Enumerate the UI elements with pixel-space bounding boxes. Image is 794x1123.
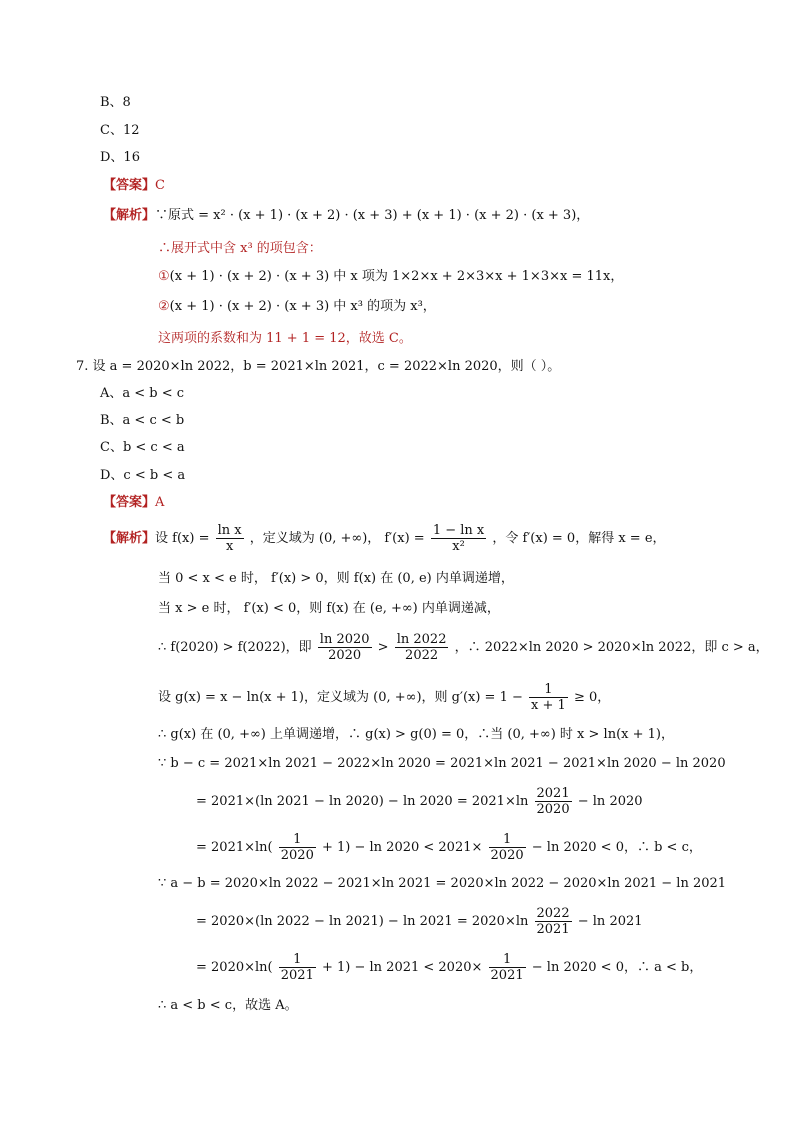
text: − ln 2020 [577, 794, 643, 809]
text: ，令 f′(x) = 0，解得 x = e， [492, 531, 666, 546]
text: − ln 2021 [577, 914, 643, 929]
numerator: 2022 [536, 906, 570, 921]
q7-option-d: D、c < b < a [100, 468, 186, 483]
text: + 1) − ln 2021 < 2020× [321, 960, 483, 975]
numerator: 1 − ln x [432, 523, 485, 538]
numerator: ln 2022 [396, 632, 447, 647]
denominator: 2020 [280, 848, 314, 863]
text: − ln 2020 < 0，∴ b < c， [531, 840, 702, 855]
answer-row [103, 177, 165, 195]
fraction [279, 952, 316, 983]
analysis-tag: 【解析】 [103, 208, 156, 223]
text: = 2020×(ln 2022 − ln 2021) − ln 2021 = 2020×ln [196, 914, 529, 929]
text: ，定义域为 (0, +∞)， f′(x) = [249, 531, 425, 546]
analysis-line-4 [158, 298, 436, 316]
denominator: 2021 [280, 968, 314, 983]
denominator: 2021 [536, 922, 570, 937]
numerator: 2021 [536, 786, 570, 801]
text: = 2021×(ln 2021 − ln 2020) − ln 2020 = 2021×ln [196, 794, 529, 809]
text: 设 f(x) = [155, 531, 210, 546]
q7-analysis-line-10: ∵ a − b = 2020×ln 2022 − 2021×ln 2021 = 2020×ln 2022 − 2020×ln 2021 − ln 2021 [158, 876, 727, 891]
numerator: 1 [279, 832, 316, 848]
analysis-line-5: 这两项的系数和为 11 + 1 = 12，故选 C。 [158, 331, 412, 346]
text: + 1) − ln 2020 < 2021× [321, 840, 483, 855]
q7-analysis-line-1 [103, 523, 666, 554]
fraction [489, 952, 526, 983]
text: = 2021×ln( [196, 840, 273, 855]
text: 设 g(x) = x − ln(x + 1)，定义域为 (0, +∞)，则 g′(x) = 1 − [158, 690, 523, 705]
denominator: 2020 [490, 848, 524, 863]
answer-tag: 【答案】 [103, 495, 156, 510]
analysis-text: (x + 1) · (x + 2) · (x + 3) 中 x³ 的项为 x³， [169, 299, 436, 314]
analysis-text: ∵原式 = x² · (x + 1) · (x + 2) · (x + 3) + (x + 1) · (x + 2) · (x + 3)， [155, 208, 590, 223]
q7-option-a: A、a < b < c [100, 386, 185, 401]
question-7-stem: 7. 设 a = 2020×ln 2022，b = 2021×ln 2021，c = 2022×ln 2020，则（ ）。 [76, 359, 561, 374]
numerator: ln x [217, 523, 242, 538]
numerator: 1 [489, 952, 526, 968]
text: ∴ f(2020) > f(2022)，即 [158, 640, 312, 655]
fraction [535, 786, 572, 817]
numerator: ln 2020 [319, 632, 370, 647]
fraction [489, 832, 526, 863]
fraction [395, 632, 449, 663]
q7-analysis-line-6: ∴ g(x) 在 (0, +∞) 上单调递增，∴ g(x) > g(0) = 0，∴当 (0, +∞) 时 x > ln(x + 1)， [158, 727, 674, 742]
text: = 2020×ln( [196, 960, 273, 975]
q7-answer-row [103, 494, 164, 512]
fraction [216, 523, 244, 554]
fraction [279, 832, 316, 863]
analysis-line-1 [103, 207, 589, 225]
text: ，∴ 2022×ln 2020 > 2020×ln 2022，即 c > a， [454, 640, 769, 655]
denominator: 2022 [405, 648, 439, 663]
denominator: x + 1 [531, 698, 566, 713]
numerator: 1 [529, 682, 568, 698]
analysis-text: (x + 1) · (x + 2) · (x + 3) 中 x 项为 1×2×x + 2×3×x + 1×3×x = 11x， [169, 269, 624, 284]
option-c: C、12 [100, 123, 140, 138]
q7-analysis-line-7: ∵ b − c = 2021×ln 2021 − 2022×ln 2020 = 2021×ln 2021 − 2021×ln 2020 − ln 2020 [158, 756, 726, 771]
fraction [529, 682, 568, 713]
text: ≥ 0， [573, 690, 611, 705]
fraction [318, 632, 372, 663]
q7-analysis-line-2: 当 0 < x < e 时， f′(x) > 0，则 f(x) 在 (0, e) 内单调递增， [158, 571, 514, 586]
denominator: 2020 [328, 648, 362, 663]
q7-analysis-line-12 [196, 952, 702, 983]
q7-analysis-line-5 [158, 682, 610, 713]
q7-analysis-line-9 [196, 832, 702, 863]
q7-analysis-line-8 [196, 786, 643, 817]
q7-analysis-line-3: 当 x > e 时， f′(x) < 0，则 f(x) 在 (e, +∞) 内单调递减， [158, 601, 500, 616]
denominator: 2021 [490, 968, 524, 983]
fraction [431, 523, 486, 554]
numerator: 1 [489, 832, 526, 848]
denominator: x² [452, 539, 465, 554]
q7-analysis-line-13: ∴ a < b < c，故选 A。 [158, 998, 298, 1013]
denominator: x [225, 539, 234, 554]
q7-analysis-line-11 [196, 906, 643, 937]
option-b: B、8 [100, 95, 131, 110]
answer-value: C [155, 178, 165, 193]
circled-two: ② [158, 299, 170, 314]
analysis-line-3 [158, 268, 623, 286]
text: > [377, 640, 389, 655]
q7-analysis-line-4 [158, 632, 769, 663]
numerator: 1 [279, 952, 316, 968]
q7-option-b: B、a < c < b [100, 413, 185, 428]
text: − ln 2020 < 0，∴ a < b， [531, 960, 703, 975]
analysis-tag: 【解析】 [103, 531, 156, 546]
option-d: D、16 [100, 150, 140, 165]
analysis-line-2: ∴展开式中含 x³ 的项包含： [158, 241, 322, 256]
denominator: 2020 [536, 802, 570, 817]
q7-option-c: C、b < c < a [100, 440, 185, 455]
answer-value: A [155, 495, 165, 510]
fraction [535, 906, 572, 937]
circled-one: ① [158, 269, 170, 284]
answer-tag: 【答案】 [103, 178, 156, 193]
